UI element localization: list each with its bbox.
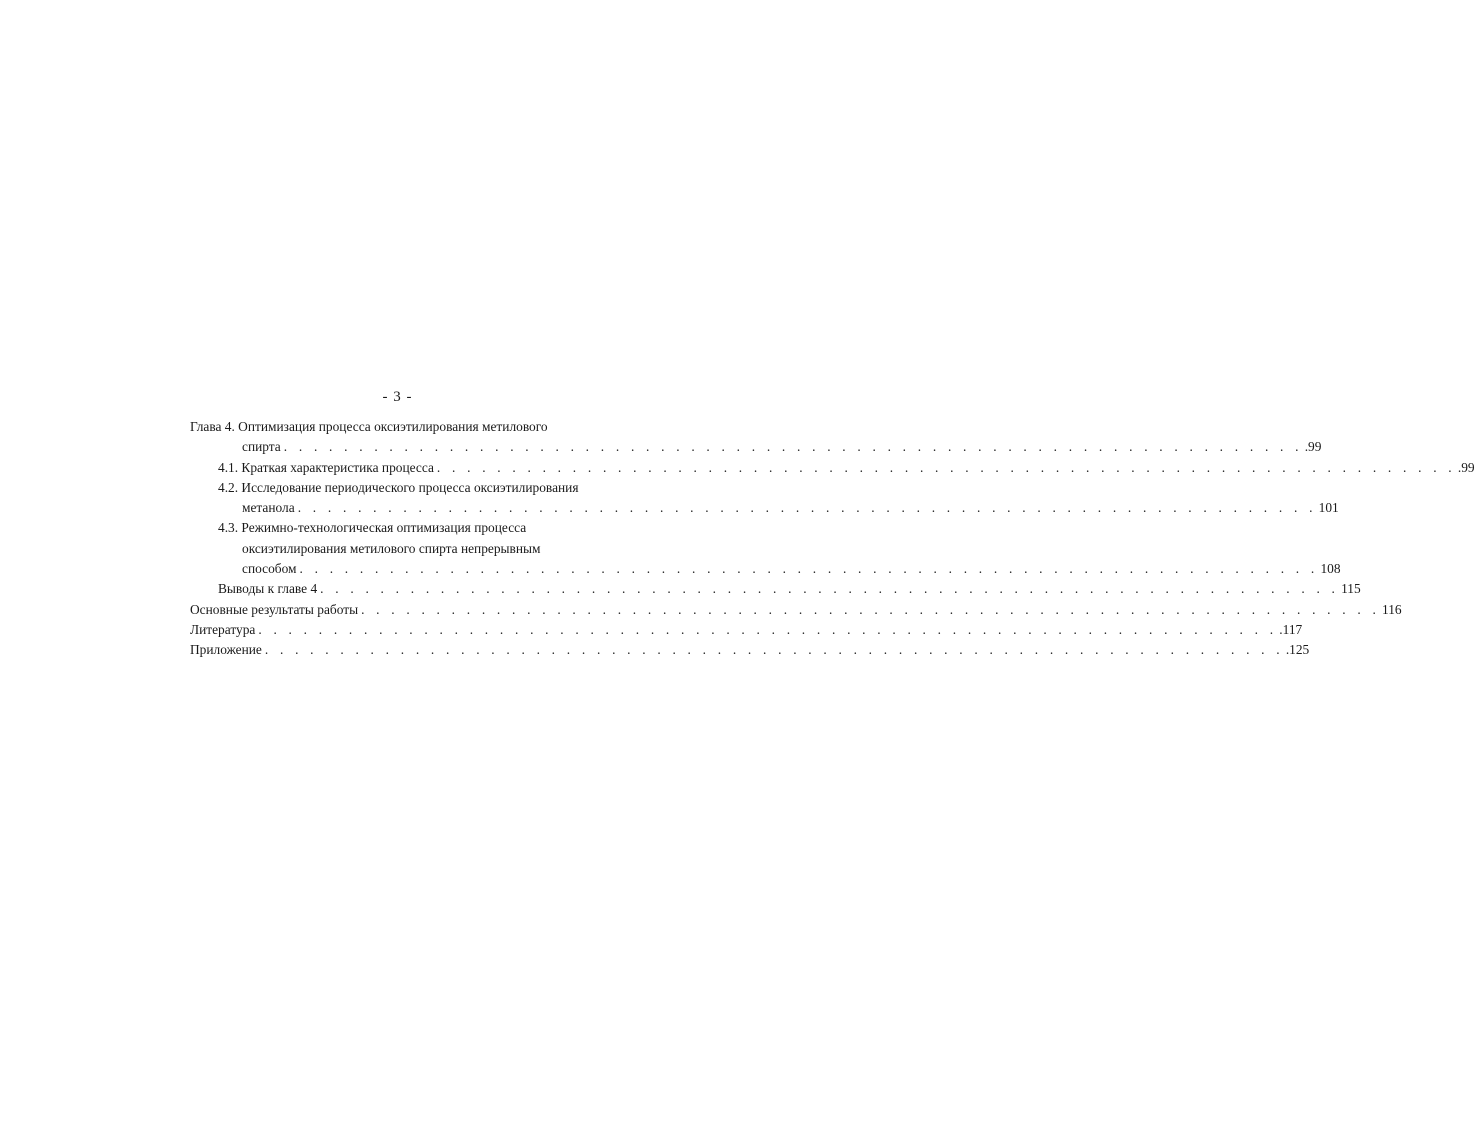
toc-conclusions-label: Выводы к главе 4 <box>218 581 318 597</box>
toc-section-4-2-title: 4.2. Исследование периодического процесса оксиэтилирования <box>218 479 579 495</box>
page-number: - 3 - <box>382 389 413 405</box>
dot-leader: . . . . . . . . . . . . . . . . . . . . . . . . . . . . . . . . . . . . . . . . . . . . . . . . . . . . . . . . . . . . . . . . . . . . <box>320 581 1340 597</box>
toc-main-results-label: Основные результаты работы <box>190 601 359 617</box>
toc-section-4-3-page: 108 <box>1320 561 1341 577</box>
toc-conclusions-page: 115 <box>1341 581 1361 597</box>
toc-section-4-3-title: 4.3. Режимно-технологическая оптимизация процесса <box>218 520 527 536</box>
toc-main-results <box>190 600 1402 620</box>
dot-leader: . . . . . . . . . . . . . . . . . . . . . . . . . . . . . . . . . . . . . . . . . . . . . . . . . . . . . . . . . . . . . . . . . . . . <box>258 621 1278 637</box>
dot-leader: . . . . . . . . . . . . . . . . . . . . . . . . . . . . . . . . . . . . . . . . . . . . . . . . . . . . . . . . . . . . . . . . . . . . <box>436 459 1456 475</box>
toc-section-4-2-title-cont: метанола <box>242 500 295 516</box>
dot-leader: . . . . . . . . . . . . . . . . . . . . . . . . . . . . . . . . . . . . . . . . . . . . . . . . . . . . . . . . . . . . . . . . . . . . <box>283 439 1303 455</box>
toc-literature-page: .117 <box>1279 621 1303 637</box>
toc-appendix <box>190 640 1310 660</box>
toc-chapter-4-entry <box>190 437 1322 457</box>
toc-literature-label: Литература <box>190 621 256 637</box>
toc-literature <box>190 620 1303 640</box>
toc-section-4-2 <box>190 498 1339 518</box>
toc-section-4-1 <box>190 458 1475 478</box>
toc-main-results-page: 116 <box>1382 601 1402 617</box>
toc-section-4-1-label: 4.1. Краткая характеристика процесса <box>218 459 434 475</box>
toc-appendix-page: .125 <box>1285 642 1310 658</box>
dot-leader: . . . . . . . . . . . . . . . . . . . . . . . . . . . . . . . . . . . . . . . . . . . . . . . . . . . . . . . . . . . . . . . . . . . . <box>361 601 1381 617</box>
dot-leader: . . . . . . . . . . . . . . . . . . . . . . . . . . . . . . . . . . . . . . . . . . . . . . . . . . . . . . . . . . . . . . . . . . . . <box>297 500 1317 516</box>
toc-chapter-4-title-cont: спирта <box>242 439 281 455</box>
toc-section-4-2-page: 101 <box>1318 500 1339 516</box>
dot-leader: . . . . . . . . . . . . . . . . . . . . . . . . . . . . . . . . . . . . . . . . . . . . . . . . . . . . . . . . . . . . . . . . . . . . <box>299 561 1319 577</box>
toc-section-4-1-page: .99 <box>1457 459 1475 475</box>
toc-chapter-4-page: .99 <box>1304 439 1322 455</box>
table-of-contents <box>190 417 1475 661</box>
toc-appendix-label: Приложение <box>190 642 262 658</box>
dot-leader: . . . . . . . . . . . . . . . . . . . . . . . . . . . . . . . . . . . . . . . . . . . . . . . . . . . . . . . . . . . . . . . . . . . . <box>264 642 1284 658</box>
toc-section-4-3-title-end: способом <box>242 561 297 577</box>
toc-conclusions <box>190 579 1361 599</box>
toc-section-4-3 <box>190 559 1341 579</box>
toc-chapter-4-title: Глава 4. Оптимизация процесса оксиэтилирования метилового <box>190 419 548 434</box>
toc-section-4-3-title-cont: оксиэтилирования метилового спирта непрерывным <box>242 540 541 556</box>
